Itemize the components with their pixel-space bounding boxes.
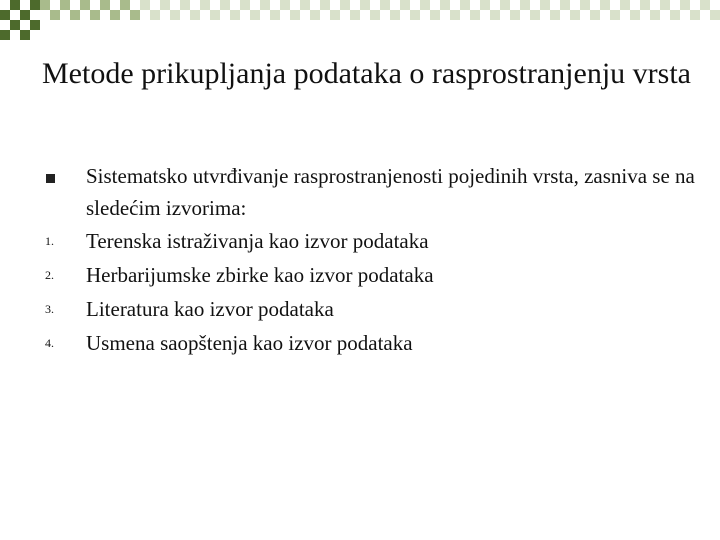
checker-cell xyxy=(420,0,430,10)
checker-cell xyxy=(20,10,30,20)
checker-cell xyxy=(250,10,260,20)
checker-cell xyxy=(470,10,480,20)
checker-cell xyxy=(670,10,680,20)
checker-cell xyxy=(130,10,140,20)
checker-cell xyxy=(700,0,710,10)
checker-cell xyxy=(360,0,370,10)
checker-cell xyxy=(650,10,660,20)
checker-cell xyxy=(320,0,330,10)
checker-cell xyxy=(0,30,10,40)
checker-cell xyxy=(430,10,440,20)
checker-cell xyxy=(0,10,10,20)
checker-cell xyxy=(630,10,640,20)
list-item-number: 3. xyxy=(45,302,54,316)
list-item-4 xyxy=(0,326,720,360)
list-item-number: 2. xyxy=(45,268,54,282)
checker-cell xyxy=(120,0,130,10)
list-item-text: Usmena saopštenja kao izvor podataka xyxy=(86,331,413,355)
checker-cell xyxy=(230,10,240,20)
checker-cell xyxy=(200,0,210,10)
checker-cell xyxy=(570,10,580,20)
checker-cell xyxy=(160,0,170,10)
checker-cell xyxy=(520,0,530,10)
checker-cell xyxy=(210,10,220,20)
checker-cell xyxy=(30,0,40,10)
checker-cell xyxy=(20,30,30,40)
checker-cell xyxy=(30,20,40,30)
checker-cell xyxy=(480,0,490,10)
slide-title: Metode prikupljanja podataka o rasprostranjenju vrsta xyxy=(42,57,691,90)
list-item-text: Literatura kao izvor podataka xyxy=(86,297,334,321)
checker-cell xyxy=(640,0,650,10)
square-bullet-icon xyxy=(46,174,55,183)
checker-cell xyxy=(240,0,250,10)
checker-cell xyxy=(440,0,450,10)
checker-cell xyxy=(150,10,160,20)
checker-cell xyxy=(140,0,150,10)
checker-cell xyxy=(460,0,470,10)
list-item-text: Terenska istraživanja kao izvor podataka xyxy=(86,229,429,253)
list-item-text: Sistematsko utvrđivanje rasprostranjenosti pojedinih vrsta, zasniva se na sledećim izvorima: xyxy=(86,164,695,220)
checker-cell xyxy=(580,0,590,10)
checker-cell xyxy=(260,0,270,10)
checker-cell xyxy=(10,20,20,30)
list-item-number: 1. xyxy=(45,234,54,248)
checker-cell xyxy=(300,0,310,10)
decorative-checker-banner xyxy=(0,0,720,40)
list-item-2 xyxy=(0,258,720,292)
checker-cell xyxy=(590,10,600,20)
checker-cell xyxy=(290,10,300,20)
checker-cell xyxy=(60,0,70,10)
checker-cell xyxy=(500,0,510,10)
checker-cell xyxy=(370,10,380,20)
checker-cell xyxy=(680,0,690,10)
checker-cell xyxy=(710,10,720,20)
checker-cell xyxy=(340,0,350,10)
checker-cell xyxy=(270,10,280,20)
checker-cell xyxy=(610,10,620,20)
checker-cell xyxy=(540,0,550,10)
checker-cell xyxy=(560,0,570,10)
checker-cell xyxy=(660,0,670,10)
list-item-text: Herbarijumske zbirke kao izvor podataka xyxy=(86,263,434,287)
list-item-3 xyxy=(0,292,720,326)
list-item-1 xyxy=(0,224,720,258)
checker-cell xyxy=(310,10,320,20)
checker-cell xyxy=(70,10,80,20)
checker-cell xyxy=(620,0,630,10)
checker-cell xyxy=(490,10,500,20)
checker-cell xyxy=(90,10,100,20)
checker-cell xyxy=(190,10,200,20)
checker-cell xyxy=(510,10,520,20)
list-item-number: 4. xyxy=(45,336,54,350)
checker-cell xyxy=(10,0,20,10)
checker-cell xyxy=(110,10,120,20)
list-item-intro xyxy=(0,160,720,224)
checker-cell xyxy=(100,0,110,10)
checker-cell xyxy=(280,0,290,10)
checker-cell xyxy=(410,10,420,20)
checker-cell xyxy=(180,0,190,10)
checker-cell xyxy=(530,10,540,20)
checker-cell xyxy=(40,0,50,10)
checker-cell xyxy=(690,10,700,20)
checker-cell xyxy=(450,10,460,20)
checker-cell xyxy=(350,10,360,20)
checker-cell xyxy=(600,0,610,10)
checker-cell xyxy=(220,0,230,10)
checker-cell xyxy=(390,10,400,20)
checker-cell xyxy=(170,10,180,20)
checker-cell xyxy=(50,10,60,20)
checker-cell xyxy=(550,10,560,20)
checker-cell xyxy=(380,0,390,10)
checker-cell xyxy=(330,10,340,20)
content-list xyxy=(0,160,720,360)
checker-cell xyxy=(80,0,90,10)
checker-cell xyxy=(400,0,410,10)
